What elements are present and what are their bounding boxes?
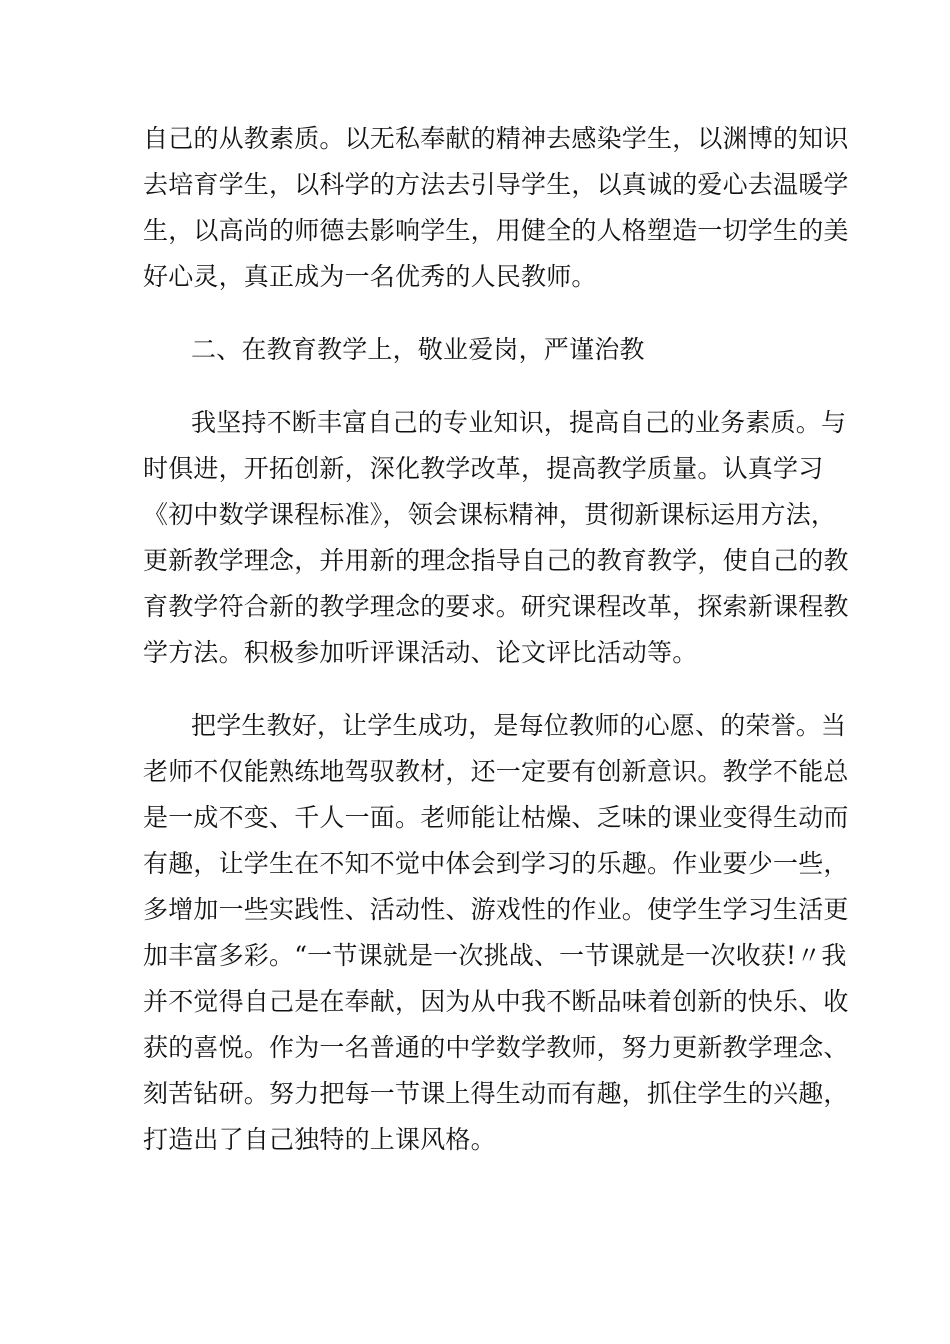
text-line: 我坚持不断丰富自己的专业知识，提高自己的业务素质。与	[191, 408, 847, 437]
text-line: 学方法。积极参加听评课活动、论文评比活动等。	[143, 638, 698, 667]
text-line: 有趣，让学生在不知不觉中体会到学习的乐趣。作业要少一些，	[143, 849, 849, 878]
text-line: 打造出了自己独特的上课风格。	[143, 1125, 496, 1154]
text-line: 老师不仅能熟练地驾驭教材，还一定要有创新意识。教学不能总	[143, 757, 849, 786]
text-line: 生，以高尚的师德去影响学生，用健全的人格塑造一切学生的美	[143, 216, 849, 245]
text-line: 并不觉得自己是在奉献，因为从中我不断品味着创新的快乐、收	[143, 987, 849, 1016]
text-line: 是一成不变、千人一面。老师能让枯燥、乏味的课业变得生动而	[143, 803, 849, 832]
text-line: 自己的从教素质。以无私奉献的精神去感染学生，以渊博的知识	[143, 124, 849, 153]
paragraph-3	[143, 703, 849, 1163]
text-line: 获的喜悦。作为一名普通的中学数学教师，努力更新教学理念、	[143, 1033, 849, 1062]
paragraph-gap	[143, 373, 809, 400]
text-line: 《初中数学课程标准》，领会课标精神，贯彻新课标运用方法，	[143, 500, 837, 529]
paragraph-1	[143, 116, 849, 300]
text-line: 更新教学理念，并用新的理念指导自己的教育教学，使自己的教	[143, 546, 849, 575]
document-body	[143, 116, 849, 1163]
text-line: 加丰富多彩。“一节课就是一次挑战、一节课就是一次收获!〃我	[143, 941, 847, 970]
text-line: 去培育学生，以科学的方法去引导学生，以真诚的爱心去温暖学	[143, 170, 849, 199]
paragraph-gap	[143, 300, 809, 327]
heading-line: 二、在教育教学上，敬业爱岗，严谨治教	[191, 335, 645, 364]
text-line: 时俱进，开拓创新，深化教学改革，提高教学质量。认真学习	[143, 454, 824, 483]
paragraph-gap	[143, 676, 809, 703]
text-line: 把学生教好，让学生成功，是每位教师的心愿、的荣誉。当	[191, 711, 847, 740]
paragraph-2	[143, 400, 849, 676]
section-heading	[143, 327, 809, 373]
text-line: 好心灵，真正成为一名优秀的人民教师。	[143, 262, 597, 291]
text-line: 刻苦钻研。努力把每一节课上得生动而有趣，抓住学生的兴趣，	[143, 1079, 849, 1108]
text-line: 育教学符合新的教学理念的要求。研究课程改革，探索新课程教	[143, 592, 849, 621]
text-line: 多增加一些实践性、活动性、游戏性的作业。使学生学习生活更	[143, 895, 849, 924]
